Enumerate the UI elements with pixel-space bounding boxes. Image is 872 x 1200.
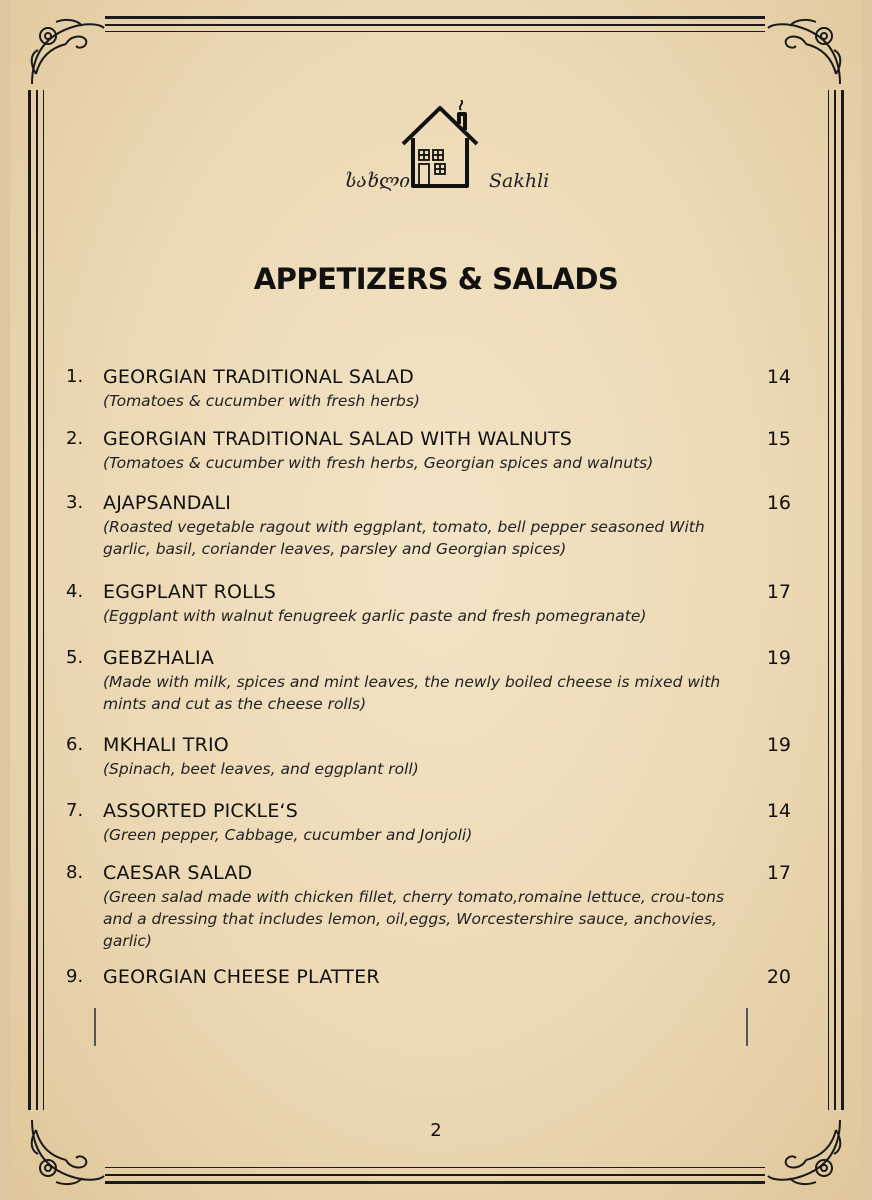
- section-title: APPETIZERS & SALADS: [253, 262, 619, 296]
- frame-left-inner2: [43, 90, 44, 1110]
- frame-right-inner2: [828, 90, 829, 1110]
- frame-right-outer: [841, 90, 844, 1110]
- menu-item-name: GEORGIAN TRADITIONAL SALAD WITH WALNUTS: [103, 428, 573, 450]
- frame-bottom-outer: [105, 1181, 765, 1184]
- menu-item-price: 14: [766, 800, 791, 822]
- menu-item-price: 17: [766, 581, 791, 603]
- brand-name-latin: Sakhli: [489, 170, 550, 192]
- frame-top-inner2: [105, 31, 765, 32]
- menu-item-price: 20: [766, 966, 791, 988]
- menu-item-name: AJAPSANDALI: [103, 492, 232, 514]
- frame-left-inner: [36, 90, 38, 1110]
- flourish-ornament-icon: [26, 14, 106, 94]
- menu-item-price: 14: [766, 366, 791, 388]
- menu-item-number: 3.: [66, 492, 84, 513]
- frame-left-outer: [28, 90, 31, 1110]
- flourish-ornament-icon: [766, 14, 846, 94]
- menu-item-price: 15: [766, 428, 791, 450]
- menu-item-name: EGGPLANT ROLLS: [103, 581, 276, 603]
- menu-item-price: 19: [766, 647, 791, 669]
- menu-item-number: 5.: [66, 647, 84, 668]
- menu-item-description: (Eggplant with walnut fenugreek garlic paste and fresh pomegranate): [103, 607, 647, 625]
- menu-item-number: 2.: [66, 428, 84, 449]
- frame-bottom-inner2: [105, 1167, 765, 1168]
- menu-item-name: GEORGIAN CHEESE PLATTER: [103, 966, 380, 988]
- menu-item-name: CAESAR SALAD: [103, 862, 253, 884]
- menu-item-number: 9.: [66, 966, 84, 987]
- menu-item-description: (Spinach, beet leaves, and eggplant roll): [103, 760, 419, 778]
- menu-item-description: (Green salad made with chicken fillet, cherry tomato,romaine lettuce, crou-tons and a dressing that includes lemon, oil,eggs, Worcestershire sauce, anchovies, garlic): [103, 888, 725, 950]
- menu-item-price: 17: [766, 862, 791, 884]
- menu-item-name: ASSORTED PICKLE‘S: [103, 800, 299, 822]
- menu-item-name: MKHALI TRIO: [103, 734, 229, 756]
- page-number: 2: [430, 1120, 442, 1141]
- menu-item-description: (Green pepper, Cabbage, cucumber and Jonjoli): [103, 826, 473, 844]
- menu-item-number: 8.: [66, 862, 84, 883]
- menu-item-number: 1.: [66, 366, 84, 387]
- menu-item-description: (Tomatoes & cucumber with fresh herbs, Georgian spices and walnuts): [103, 454, 654, 472]
- brand-logo: [345, 96, 550, 196]
- frame-top-outer: [105, 16, 765, 19]
- brand-name-georgian: სახლი: [345, 170, 411, 192]
- menu-item-price: 16: [766, 492, 791, 514]
- left-tick: [94, 1008, 96, 1046]
- menu-item-description: (Made with milk, spices and mint leaves, the newly boiled cheese is mixed with mints and cut as the cheese rolls): [103, 673, 721, 713]
- menu-item-price: 19: [766, 734, 791, 756]
- menu-item-number: 6.: [66, 734, 84, 755]
- menu-item-name: GEBZHALIA: [103, 647, 215, 669]
- frame-right-inner: [834, 90, 836, 1110]
- menu-item-description: (Roasted vegetable ragout with eggplant, tomato, bell pepper seasoned With garlic, basil, coriander leaves, parsley and Georgian spices): [103, 518, 705, 558]
- right-tick: [746, 1008, 748, 1046]
- frame-bottom-inner: [105, 1174, 765, 1176]
- menu-item-number: 7.: [66, 800, 84, 821]
- frame-top-inner: [105, 24, 765, 26]
- menu-item-number: 4.: [66, 581, 84, 602]
- menu-page: [10, 0, 862, 1200]
- menu-item-name: GEORGIAN TRADITIONAL SALAD: [103, 366, 414, 388]
- menu-item-description: (Tomatoes & cucumber with fresh herbs): [103, 392, 420, 410]
